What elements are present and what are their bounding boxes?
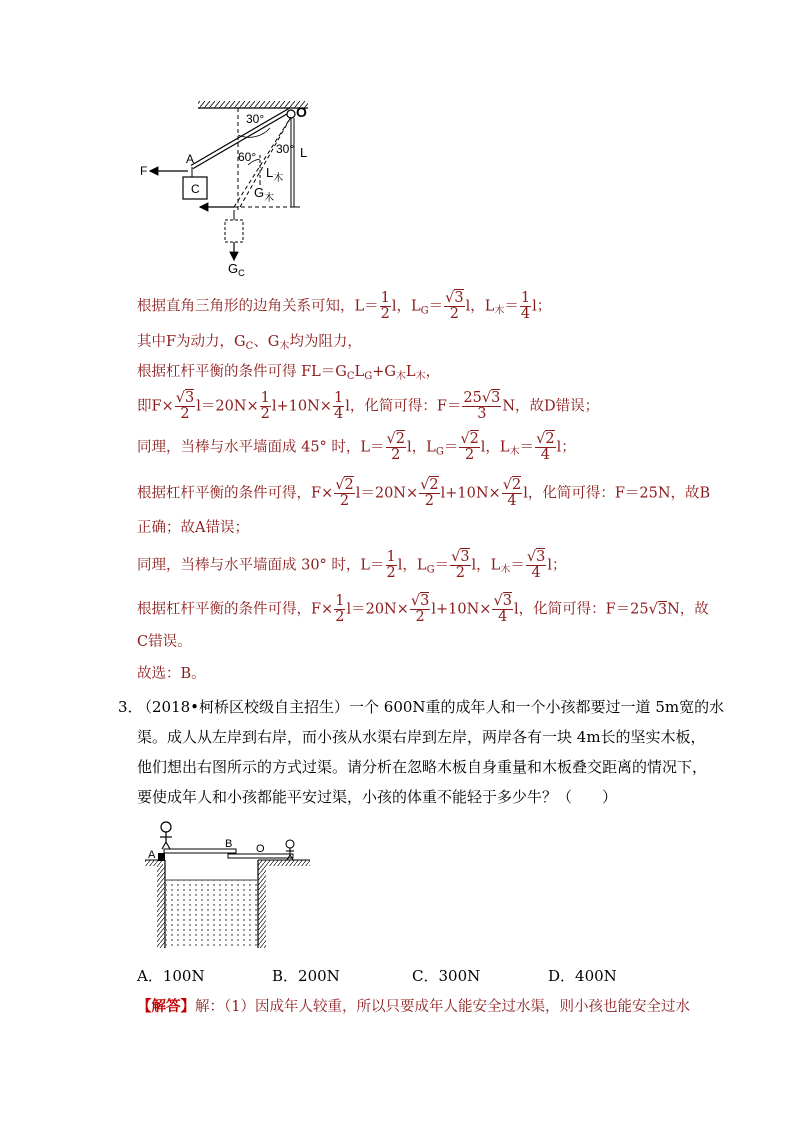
label-L-mu: $L_木$ bbox=[266, 165, 284, 184]
label-O2: O bbox=[256, 843, 265, 855]
question-number: 3． bbox=[118, 698, 143, 716]
question-line-3: 他们想出右图所示的方式过渠。请分析在忽略木板自身重量和木板叠交距离的情况下， bbox=[137, 758, 708, 776]
label-F: F bbox=[140, 164, 148, 178]
adult-figure bbox=[160, 822, 172, 849]
line-2: 其中F为动力，$G_C$、$G_木$均为阻力， bbox=[137, 334, 362, 352]
label-O: O bbox=[296, 104, 307, 120]
line-7: 正确；故A错误； bbox=[137, 520, 249, 536]
line-10: C错误。 bbox=[137, 634, 192, 650]
label-A2: A bbox=[148, 849, 156, 861]
line-3: 根据杠杆平衡的条件可得 $FL=G_CL_G+G_木L_木$， bbox=[137, 364, 441, 382]
lever-diagram bbox=[130, 95, 370, 280]
label-B2: B bbox=[225, 838, 233, 850]
option-d[interactable]: D．400N bbox=[548, 967, 617, 985]
line-5: 同理，当棒与水平墙面成 45° 时，L＝ $\frac{√2}{2}$ l，$L_G=$ $\frac{√2}{2}$ l，$L_木=$ $\frac{√2}{4}$ l； bbox=[137, 431, 576, 463]
line-4: 即F× $\frac{√3}{2}$ l＝20N× $\frac{1}{2}$ l+10N× $\frac{1}{4}$ l，化简可得：F＝ $\frac{25√3}{3}$ N，故D错误； bbox=[137, 390, 600, 422]
question-line-4: 要使成年人和小孩都能平安过渠，小孩的体重不能轻于多少牛？（ ） bbox=[137, 788, 618, 806]
label-G-C: $G_C$ bbox=[228, 261, 245, 278]
question-line-1: （2018•柯桥区校级自主招生）一个 600N重的成年人和一个小孩都要过一道 5m宽的水 bbox=[137, 698, 725, 716]
angle-60-label: 60° bbox=[238, 150, 257, 164]
line-11: 故选：B。 bbox=[137, 666, 206, 682]
dashed-box bbox=[225, 220, 243, 242]
water bbox=[166, 880, 257, 948]
pivot-O bbox=[287, 110, 295, 118]
option-b[interactable]: B．200N bbox=[272, 967, 340, 985]
line-8: 同理，当棒与水平墙面成 30° 时，L＝ $\frac{1}{2}$ l，$L_G=$ $\frac{√3}{2}$ l，$L_木=$ $\frac{√3}{4}$ l； bbox=[137, 549, 567, 581]
line-1: 根据直角三角形的边角关系可知，L＝ $\frac{1}{2}$ l，$L_G=$ $\frac{√3}{2}$ l，$L_木=$ $\frac{1}{4}$ l； bbox=[137, 290, 552, 322]
answer-tag: 【解答】 bbox=[137, 998, 195, 1015]
label-A: A bbox=[186, 152, 195, 166]
ceiling-hatch bbox=[198, 101, 308, 108]
option-a[interactable]: A．100N bbox=[137, 967, 205, 985]
line-6: 根据杠杆平衡的条件可得，F× $\frac{√2}{2}$ l＝20N× $\frac{√2}{2}$ l+10N× $\frac{√2}{4}$ l，化简可得：F＝25N，故B bbox=[137, 477, 711, 509]
option-c[interactable]: C．300N bbox=[412, 967, 481, 985]
label-G-mu: $G_木$ bbox=[254, 185, 275, 204]
label-L: L bbox=[300, 145, 308, 160]
canal-diagram bbox=[140, 818, 315, 958]
question-line-2: 渠。成人从左岸到右岸，而小孩从水渠右岸到左岸，两岸各有一块 4m长的坚实木板， bbox=[137, 728, 706, 746]
angle-30-top-label: 30° bbox=[246, 112, 265, 126]
answer-text: 解：（1）因成年人较重，所以只要成年人能安全过水渠，则小孩也能安全过水 bbox=[195, 999, 690, 1015]
label-C: C bbox=[191, 182, 200, 196]
line-9: 根据杠杆平衡的条件可得，F× $\frac{1}{2}$ l＝20N× $\frac{√3}{2}$ l+10N× $\frac{√3}{4}$ l，化简可得：F＝25√3N，故 bbox=[137, 593, 709, 625]
answer-line bbox=[137, 997, 690, 1017]
angle-30-right-label: 30° bbox=[276, 142, 295, 156]
